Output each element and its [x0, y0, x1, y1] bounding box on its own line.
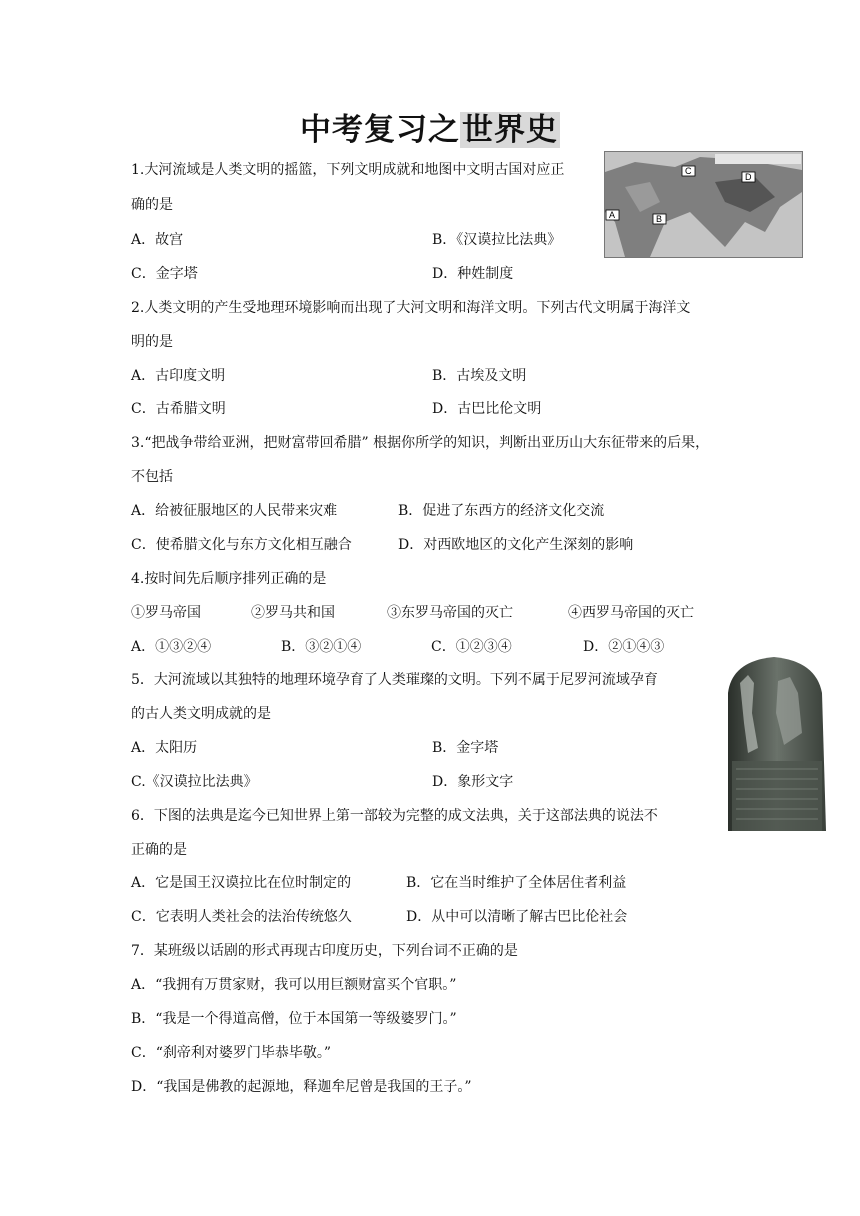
q6-option-b: B．它在当时维护了全体居住者利益: [406, 875, 627, 891]
q5-stem-line2: 的古人类文明成就的是: [131, 706, 271, 722]
q4-item-1: ①罗马帝国: [131, 605, 201, 621]
q3-option-a: A．给被征服地区的人民带来灾难: [131, 503, 338, 519]
q1-option-d: D．种姓制度: [432, 266, 514, 282]
hammurabi-stele-image: [718, 653, 830, 831]
q5-option-c: C.《汉谟拉比法典》: [131, 774, 258, 790]
q4-item-2: ②罗马共和国: [251, 605, 335, 621]
q4-item-4: ④西罗马帝国的灭亡: [568, 605, 694, 621]
q2-option-b: B．古埃及文明: [432, 368, 527, 384]
q5-stem-line1: 5．大河流域以其独特的地理环境孕育了人类璀璨的文明。下列不属于尼罗河流域孕育: [131, 672, 658, 688]
q7-option-c: C．“刹帝利对婆罗门毕恭毕敬。”: [131, 1045, 332, 1061]
q3-option-c: C．使希腊文化与东方文化相互融合: [131, 537, 352, 553]
q2-option-c: C．古希腊文明: [131, 401, 226, 417]
q4-stem: 4.按时间先后顺序排列正确的是: [131, 571, 327, 587]
q1-stem-line2: 确的是: [131, 197, 173, 213]
q6-stem-line1: 6．下图的法典是迄今已知世界上第一部较为完整的成文法典，关于这部法典的说法不: [131, 808, 658, 824]
q4-item-3: ③东罗马帝国的灭亡: [387, 605, 513, 621]
map-label-a: A: [609, 210, 616, 220]
map-label-d: D: [745, 172, 752, 182]
q4-option-b: B．③②①④: [281, 639, 362, 655]
q6-option-d: D．从中可以清晰了解古巴比伦社会: [406, 909, 628, 925]
q7-option-d: D．“我国是佛教的起源地，释迦牟尼曾是我国的王子。”: [131, 1079, 472, 1095]
q4-option-a: A．①③②④: [131, 639, 212, 655]
q3-option-d: D．对西欧地区的文化产生深刻的影响: [398, 537, 634, 553]
q3-stem-line2: 不包括: [131, 469, 173, 485]
q2-stem-line1: 2.人类文明的产生受地理环境影响而出现了大河文明和海洋文明。下列古代文明属于海洋文: [131, 300, 691, 316]
q6-option-a: A．它是国王汉谟拉比在位时制定的: [131, 875, 352, 891]
q2-option-a: A．古印度文明: [131, 368, 226, 384]
world-map-image: [604, 151, 803, 258]
q7-option-b: B．“我是一个得道高僧，位于本国第一等级婆罗门。”: [131, 1011, 457, 1027]
q5-option-b: B．金字塔: [432, 740, 499, 756]
q2-stem-line2: 明的是: [131, 334, 173, 350]
q1-option-a: A．故宫: [131, 232, 184, 248]
q7-option-a: A．“我拥有万贯家财，我可以用巨额财富买个官职。”: [131, 977, 457, 993]
q2-option-d: D．古巴比伦文明: [432, 401, 542, 417]
q1-option-b: B．《汉谟拉比法典》: [432, 232, 562, 248]
q6-option-c: C．它表明人类社会的法治传统悠久: [131, 909, 352, 925]
q4-option-d: D．②①④③: [583, 639, 665, 655]
q5-option-d: D．象形文字: [432, 774, 514, 790]
q7-stem: 7．某班级以话剧的形式再现古印度历史，下列台词不正确的是: [131, 943, 518, 959]
q1-stem-line1: 1.大河流域是人类文明的摇篮，下列文明成就和地图中文明古国对应正: [131, 162, 565, 178]
q5-option-a: A．太阳历: [131, 740, 198, 756]
q4-option-c: C．①②③④: [431, 639, 512, 655]
map-label-c: C: [685, 166, 692, 176]
q3-stem-line1: 3.“把战争带给亚洲，把财富带回希腊” 根据你所学的知识，判断出亚历山大东征带来的后果，: [131, 435, 710, 451]
page-title: 中考复习之世界史: [300, 112, 558, 148]
q1-option-c: C．金字塔: [131, 266, 198, 282]
map-label-b: B: [656, 214, 663, 224]
q6-stem-line2: 正确的是: [131, 842, 187, 858]
q3-option-b: B．促进了东西方的经济文化交流: [398, 503, 605, 519]
